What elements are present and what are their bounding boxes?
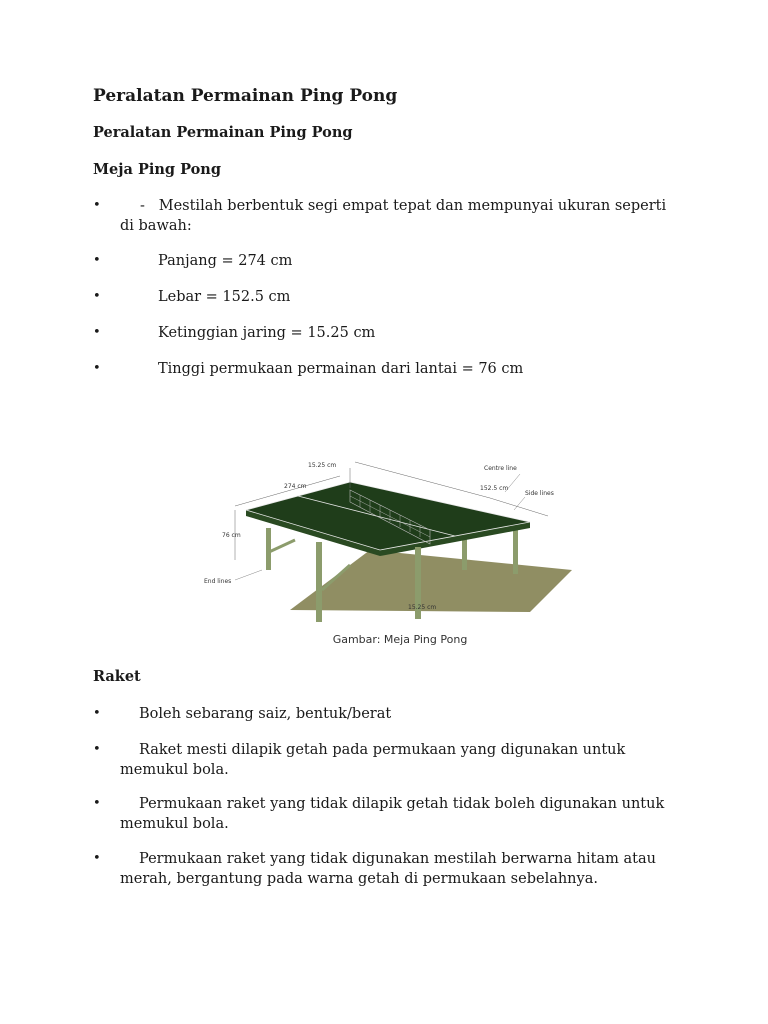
bullet-icon: • bbox=[93, 289, 101, 304]
table-top bbox=[246, 482, 530, 550]
list-item-text: Permukaan raket yang tidak digunakan mestilah berwarna hitam atau merah, bergantung pada warna getah di permukaan sebelahnya. bbox=[120, 851, 656, 887]
list-item bbox=[93, 704, 673, 724]
list-item bbox=[93, 849, 673, 889]
section-heading-peralatan: Peralatan Permainan Ping Pong bbox=[93, 124, 353, 141]
side-lines-pointer bbox=[514, 497, 525, 510]
label-net-height: 15.25 cm bbox=[308, 462, 337, 469]
label-side-lines: Side lines bbox=[525, 490, 554, 497]
bullet-icon: • bbox=[93, 796, 101, 811]
figure-caption: Gambar: Meja Ping Pong bbox=[332, 633, 468, 646]
document-title: Peralatan Permainan Ping Pong bbox=[93, 86, 398, 106]
bullet-icon: • bbox=[93, 253, 101, 268]
label-end-lines: End lines bbox=[204, 578, 232, 585]
leg-brace bbox=[269, 540, 295, 552]
bullet-icon: • bbox=[93, 706, 101, 721]
end-lines-pointer bbox=[235, 570, 262, 580]
table-leg bbox=[316, 542, 322, 622]
ping-pong-table-illustration bbox=[200, 440, 580, 630]
list-item-text: Panjang = 274 cm bbox=[158, 253, 293, 269]
list-item-text: Mestilah berbentuk segi empat tepat dan mempunyai ukuran seperti di bawah: bbox=[120, 198, 667, 234]
list-item bbox=[93, 794, 673, 834]
list-item bbox=[93, 196, 673, 236]
ping-pong-table-figure bbox=[200, 440, 580, 630]
label-centre-line: Centre line bbox=[484, 465, 517, 472]
list-item-text: Lebar = 152.5 cm bbox=[158, 289, 291, 305]
list-item-text: Raket mesti dilapik getah pada permukaan yang digunakan untuk memukul bola. bbox=[120, 742, 626, 778]
list-item-text: Ketinggian jaring = 15.25 cm bbox=[158, 325, 376, 341]
label-length: 274 cm bbox=[284, 483, 307, 490]
section-heading-meja: Meja Ping Pong bbox=[93, 161, 221, 178]
list-item bbox=[93, 287, 673, 307]
list-item-text: Boleh sebarang saiz, bentuk/berat bbox=[139, 706, 392, 722]
list-item bbox=[93, 251, 673, 271]
list-item-text: Permukaan raket yang tidak dilapik getah tidak boleh digunakan untuk memukul bola. bbox=[120, 796, 665, 832]
section-heading-raket: Raket bbox=[93, 668, 141, 685]
bullet-icon: • bbox=[93, 742, 101, 757]
label-height: 76 cm bbox=[222, 532, 241, 539]
bullet-icon: • bbox=[93, 361, 101, 376]
list-item-text: Tinggi permukaan permainan dari lantai = 76 cm bbox=[158, 361, 524, 377]
table-leg bbox=[513, 526, 518, 574]
table-leg bbox=[266, 528, 271, 570]
list-item-dash: - bbox=[140, 198, 145, 214]
list-item bbox=[93, 740, 673, 780]
label-net-height-bottom: 15.25 cm bbox=[408, 604, 437, 611]
bullet-icon: • bbox=[93, 198, 101, 213]
bullet-icon: • bbox=[93, 851, 101, 866]
bullet-icon: • bbox=[93, 325, 101, 340]
list-item bbox=[93, 323, 673, 343]
centre-line-pointer bbox=[505, 474, 520, 492]
list-item bbox=[93, 359, 673, 379]
label-width: 152.5 cm bbox=[480, 485, 509, 492]
width-dimension-line bbox=[490, 498, 548, 516]
